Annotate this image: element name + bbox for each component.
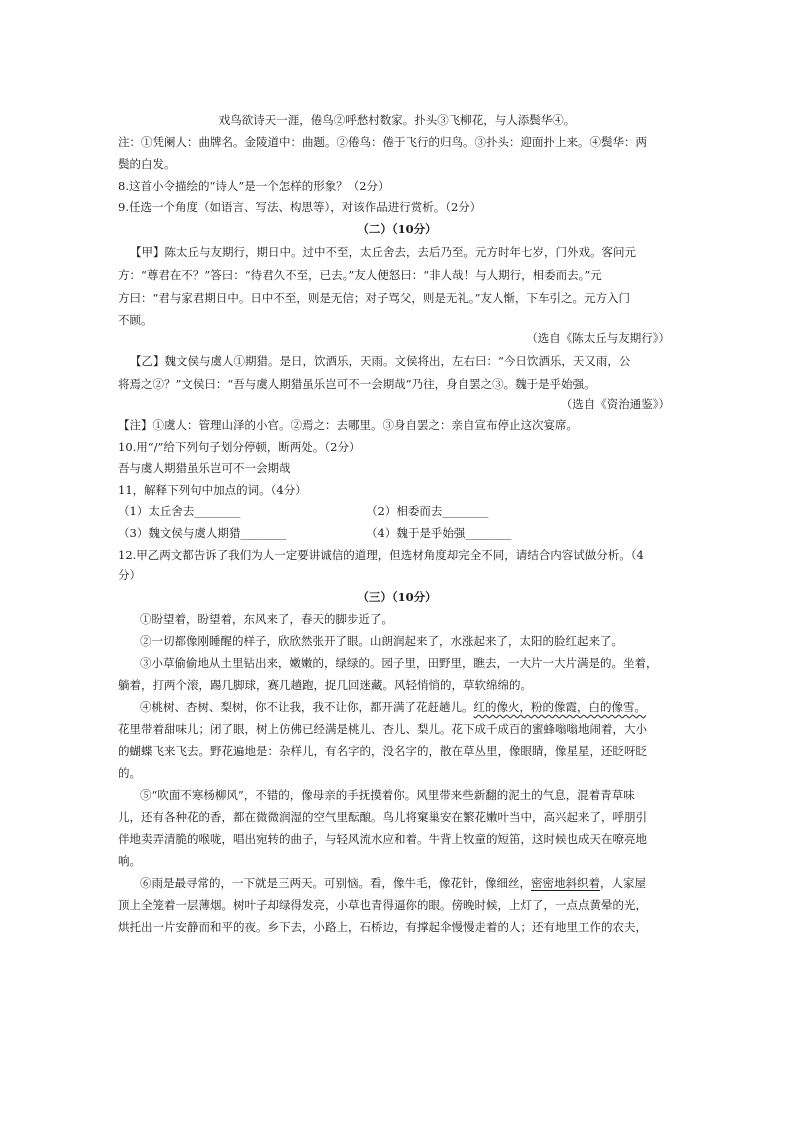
poem-note-line-2: 鬓的白发。 <box>118 157 176 171</box>
paragraph-3-line-1: ③小草偷偷地从土里钻出来，嫩嫩的，绿绿的。园子里，田野里，瞧去，一大片一大片满是的。坐着， <box>140 656 658 670</box>
paragraph-4-line-1 <box>140 700 646 715</box>
poem-tail-line: 戏鸟欲诗天一涯，倦鸟②呼愁村数家。扑头③飞柳花，与人添鬓华④。 <box>218 113 576 127</box>
text-yi-line-1: 【乙】魏文侯与虞人①期猎。是日，饮酒乐，天雨。文侯将出，左右曰：“今日饮酒乐，天又雨，公 <box>130 354 631 368</box>
paragraph-5-line-3: 伴地卖弄清脆的喉咙，唱出宛转的曲子，与轻风流水应和着。牛背上牧童的短笛，这时候也成天在嘹亮地 <box>118 832 647 846</box>
q11-item-4: （4）魏于是乎始强________ <box>366 526 512 540</box>
source-yi: （选自《资治通鉴》） <box>560 397 670 411</box>
source-jia: （选自《陈太丘与友期行》） <box>526 331 670 345</box>
question-11: 11，解释下列句中加点的词。（4分） <box>118 483 307 497</box>
text-yi-line-2: 将焉之②？”文侯曰：“吾与虞人期猎虽乐岂可不一会期哉”乃往，身自罢之③。魏于是乎始强。 <box>118 377 596 391</box>
text-jia-line-4: 不顾。 <box>118 313 153 327</box>
question-8: 8.这首小令描绘的“诗人”是一个怎样的形象？（2分） <box>118 179 390 193</box>
text-jia-line-3: 方曰：“君与家君期日中。日中不至，则是无信；对子骂父，则是无礼。”友人惭，下车引之。元方入门 <box>118 291 631 305</box>
paragraph-4-wavy-underlined: 红的像火，粉的像霞，白的像雪。 <box>473 700 646 714</box>
paragraph-1: ①盼望着，盼望着，东风来了，春天的脚步近了。 <box>140 612 393 626</box>
question-9: 9.任选一个角度（如语言、写法、构思等），对该作品进行赏析。（2分） <box>118 200 482 214</box>
note-yi: 【注】①虞人：管理山泽的小官。②焉之：去哪里。③身自罢之：亲自宣布停止这次宴席。 <box>118 418 578 432</box>
question-10-sentence: 吾与虞人期猎虽乐岂可不一会期哉 <box>118 461 291 475</box>
text-jia-line-1: 【甲】陈太丘与友期行，期日中。过中不至，太丘舍去，去后乃至。元方时年七岁，门外戏。客问元 <box>130 245 636 259</box>
paragraph-6-lead: ⑥雨是最寻常的，一下就是三两天。可别恼。看，像牛毛，像花针，像细丝， <box>140 876 531 890</box>
paragraph-4-line-2: 花里带着甜味儿；闭了眼，树上仿佛已经满是桃儿、杏儿、梨儿。花下成千成百的蜜蜂嗡嗡地闹着，大小 <box>118 722 647 736</box>
paragraph-2: ②一切都像刚睡醒的样子，欣欣然张开了眼。山朗润起来了，水涨起来了，太阳的脸红起来了。 <box>140 634 623 648</box>
question-10: 10.用“/”给下列句子划分停顿，断两处。（2分） <box>118 440 361 454</box>
paragraph-4-line-3: 的蝴蝶飞来飞去。野花遍地是：杂样儿，有名字的，没名字的，散在草丛里，像眼睛，像星星，还眨呀眨 <box>118 744 647 758</box>
q11-item-3: （3）魏文侯与虞人期猎________ <box>118 526 287 540</box>
q11-item-2: （2）相委而去________ <box>366 504 489 518</box>
q11-item-1: （1）太丘舍去________ <box>118 504 241 518</box>
paragraph-5-line-4: 响。 <box>118 854 141 868</box>
text-jia-line-2: 方：“尊君在不？”答曰：“待君久不至，已去。”友人便怒曰：“非人哉！与人期行，相委而去。”元 <box>118 268 602 282</box>
paragraph-6-tail: ，人家屋 <box>600 876 646 890</box>
paragraph-3-line-2: 躺着，打两个滚，踢几脚球，赛几趟跑，捉几回迷藏。风轻悄悄的，草软绵绵的。 <box>118 678 532 692</box>
paragraph-6-underlined: 密密地斜织着 <box>531 876 600 890</box>
section-3-title: （三）（10分） <box>357 590 437 604</box>
poem-note-line-1: 注：①凭阑人：曲牌名。金陵道中：曲题。②倦鸟：倦于飞行的归鸟。③扑头：迎面扑上来。④鬓华：两 <box>118 135 647 149</box>
paragraph-5-line-1: ⑤“吹面不寒杨柳风”，不错的，像母亲的手抚摸着你。风里带来些新翻的泥土的气息，混着青草味 <box>140 788 635 802</box>
paragraph-6-line-3: 烘托出一片安静而和平的夜。乡下去，小路上，石桥边，有撑起伞慢慢走着的人；还有地里工作的农夫， <box>118 920 647 934</box>
paragraph-5-line-2: 儿，还有各种花的香，都在微微润湿的空气里酝酿。鸟儿将窠巢安在繁花嫩叶当中，高兴起来了，呼朋引 <box>118 810 647 824</box>
question-12-line-2: 分） <box>118 568 141 582</box>
paragraph-4-line-4: 的。 <box>118 766 141 780</box>
section-2-title: （二）（10分） <box>357 222 437 236</box>
paragraph-6-line-1 <box>140 876 646 891</box>
question-12-line-1: 12.甲乙两文都告诉了我们为人一定要讲诚信的道理，但选材角度却完全不同，请结合内容试做分析。（4 <box>118 548 644 562</box>
paragraph-4-lead: ④桃树、杏树、梨树，你不让我，我不让你，都开满了花赶趟儿。 <box>140 700 474 714</box>
paragraph-6-line-2: 顶上全笼着一层薄烟。树叶子却绿得发亮，小草也青得逼你的眼。傍晚时候，上灯了，一点点黄晕的光， <box>118 898 647 912</box>
